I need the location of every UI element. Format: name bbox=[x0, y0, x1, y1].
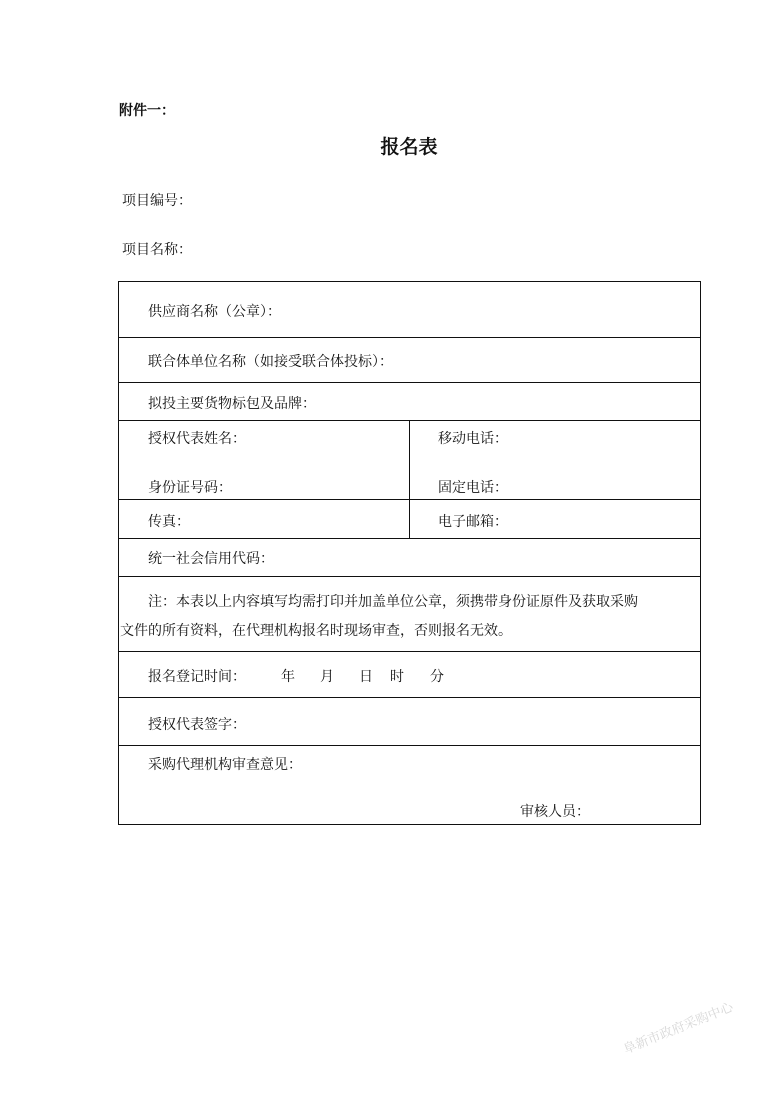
row-registration-time bbox=[119, 652, 700, 698]
row-credit-code bbox=[119, 539, 700, 577]
reviewer-label: 审核人员： bbox=[520, 804, 590, 820]
row-rep-contact bbox=[119, 421, 700, 500]
row-note bbox=[119, 577, 700, 652]
agency-opinion-label: 采购代理机构审查意见： bbox=[148, 757, 302, 773]
consortium-label: 联合体单位名称（如接受联合体投标）： bbox=[148, 354, 393, 370]
goods-brand-label: 拟投主要货物标包及品牌： bbox=[148, 396, 316, 412]
attachment-label: 附件一： bbox=[119, 103, 175, 119]
time-minute: 分 bbox=[430, 669, 444, 685]
project-number-label: 项目编号： bbox=[122, 193, 192, 209]
rep-signature-label: 授权代表签字： bbox=[148, 717, 246, 733]
registration-time-label: 报名登记时间： bbox=[148, 669, 246, 685]
registration-form-table bbox=[118, 281, 701, 825]
supplier-name-label: 供应商名称（公章）： bbox=[148, 304, 281, 320]
landline-label: 固定电话： bbox=[438, 480, 508, 496]
fax-label: 传真： bbox=[148, 514, 190, 530]
column-divider bbox=[409, 500, 410, 538]
email-label: 电子邮箱： bbox=[438, 514, 508, 530]
time-year: 年 bbox=[281, 669, 295, 685]
column-divider bbox=[409, 421, 410, 499]
time-month: 月 bbox=[320, 669, 334, 685]
watermark: 阜新市政府采购中心 bbox=[621, 999, 736, 1058]
project-name-label: 项目名称： bbox=[122, 242, 192, 258]
credit-code-label: 统一社会信用代码： bbox=[148, 551, 274, 567]
row-consortium bbox=[119, 338, 700, 383]
time-hour: 时 bbox=[390, 669, 404, 685]
row-rep-signature bbox=[119, 698, 700, 746]
rep-name-label: 授权代表姓名： bbox=[148, 431, 246, 447]
time-day: 日 bbox=[359, 669, 373, 685]
row-goods-brand bbox=[119, 383, 700, 421]
row-supplier-name bbox=[119, 282, 700, 338]
note-line-1: 注：本表以上内容填写均需打印并加盖单位公章，须携带身份证原件及获取采购 bbox=[148, 594, 638, 610]
row-fax-email bbox=[119, 500, 700, 539]
note-line-2: 文件的所有资料，在代理机构报名时现场审查，否则报名无效。 bbox=[120, 623, 512, 639]
page-title: 报名表 bbox=[380, 136, 438, 158]
id-number-label: 身份证号码： bbox=[148, 480, 232, 496]
mobile-label: 移动电话： bbox=[438, 431, 508, 447]
row-agency-opinion bbox=[119, 746, 700, 824]
